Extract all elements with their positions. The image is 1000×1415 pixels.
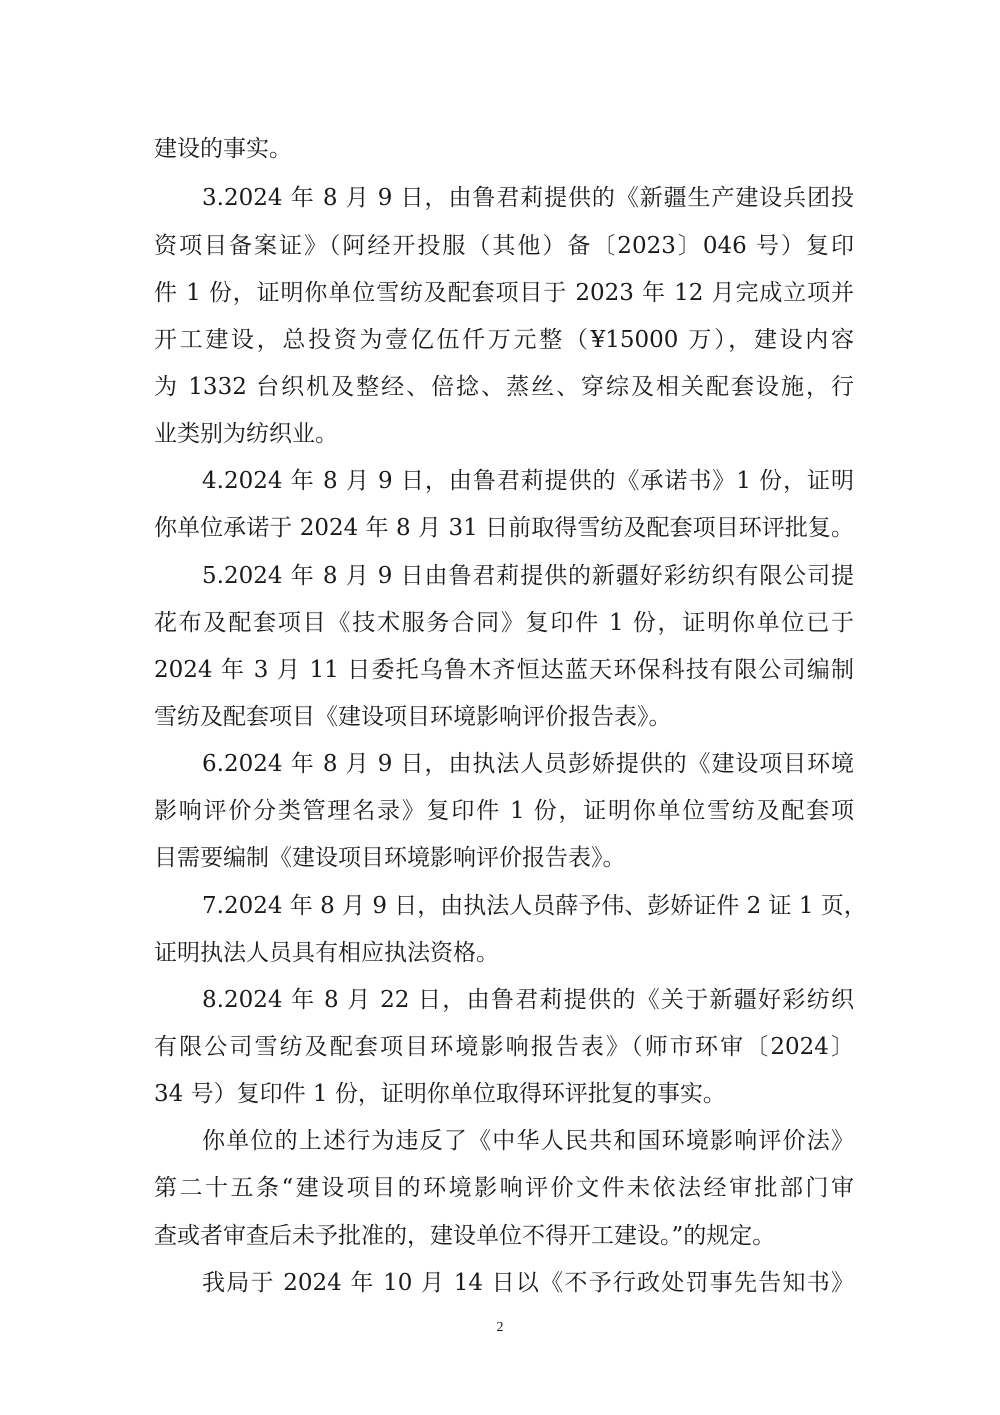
text-line: 我局于 2024 年 10 月 14 日以《不予行政处罚事先告知书》 — [202, 1270, 854, 1296]
page-number: 2 — [496, 1320, 504, 1335]
text-line: 花布及配套项目《技术服务合同》复印件 1 份，证明你单位已于 — [154, 610, 854, 636]
text-line: 资项目备案证》（阿经开投服（其他）备〔2023〕046 号）复印 — [154, 233, 854, 259]
text-line: 建设的事实。 — [154, 136, 292, 162]
text-line: 2024 年 3 月 11 日委托乌鲁木齐恒达蓝天环保科技有限公司编制 — [154, 657, 854, 683]
text-line: 为 1332 台织机及整经、倍捻、蒸丝、穿综及相关配套设施，行 — [154, 374, 854, 400]
text-line: 目需要编制《建设项目环境影响评价报告表》。 — [154, 845, 626, 871]
text-line: 6.2024 年 8 月 9 日，由执法人员彭娇提供的《建设项目环境 — [202, 751, 854, 777]
text-line: 7.2024 年 8 月 9 日，由执法人员薛予伟、彭娇证件 2 证 1 页， — [202, 893, 867, 919]
text-line: 5.2024 年 8 月 9 日由鲁君莉提供的新疆好彩纺织有限公司提 — [202, 563, 854, 589]
text-line: 雪纺及配套项目《建设项目环境影响评价报告表》。 — [154, 704, 672, 730]
text-line: 4.2024 年 8 月 9 日，由鲁君莉提供的《承诺书》1 份，证明 — [202, 468, 854, 494]
text-line: 34 号）复印件 1 份，证明你单位取得环评批复的事实。 — [154, 1081, 726, 1107]
text-line: 业类别为纺织业。 — [154, 421, 338, 447]
text-line: 有限公司雪纺及配套项目环境影响报告表》（师市环审〔2024〕 — [154, 1034, 854, 1060]
text-line: 开工建设，总投资为壹亿伍仟万元整（¥15000 万），建设内容 — [154, 327, 854, 353]
text-line: 查或者审查后未予批准的，建设单位不得开工建设。”的规定。 — [154, 1223, 776, 1249]
text-line: 第二十五条“建设项目的环境影响评价文件未依法经审批部门审 — [154, 1175, 854, 1201]
text-line: 8.2024 年 8 月 22 日，由鲁君莉提供的《关于新疆好彩纺织 — [202, 987, 854, 1013]
text-line: 3.2024 年 8 月 9 日，由鲁君莉提供的《新疆生产建设兵团投 — [202, 185, 854, 211]
text-line: 影响评价分类管理名录》复印件 1 份，证明你单位雪纺及配套项 — [154, 798, 854, 824]
text-line: 你单位的上述行为违反了《中华人民共和国环境影响评价法》 — [202, 1128, 854, 1154]
text-line: 证明执法人员具有相应执法资格。 — [154, 940, 499, 966]
text-line: 你单位承诺于 2024 年 8 月 31 日前取得雪纺及配套项目环评批复。 — [154, 515, 854, 541]
text-line: 件 1 份，证明你单位雪纺及配套项目于 2023 年 12 月完成立项并 — [154, 280, 854, 306]
